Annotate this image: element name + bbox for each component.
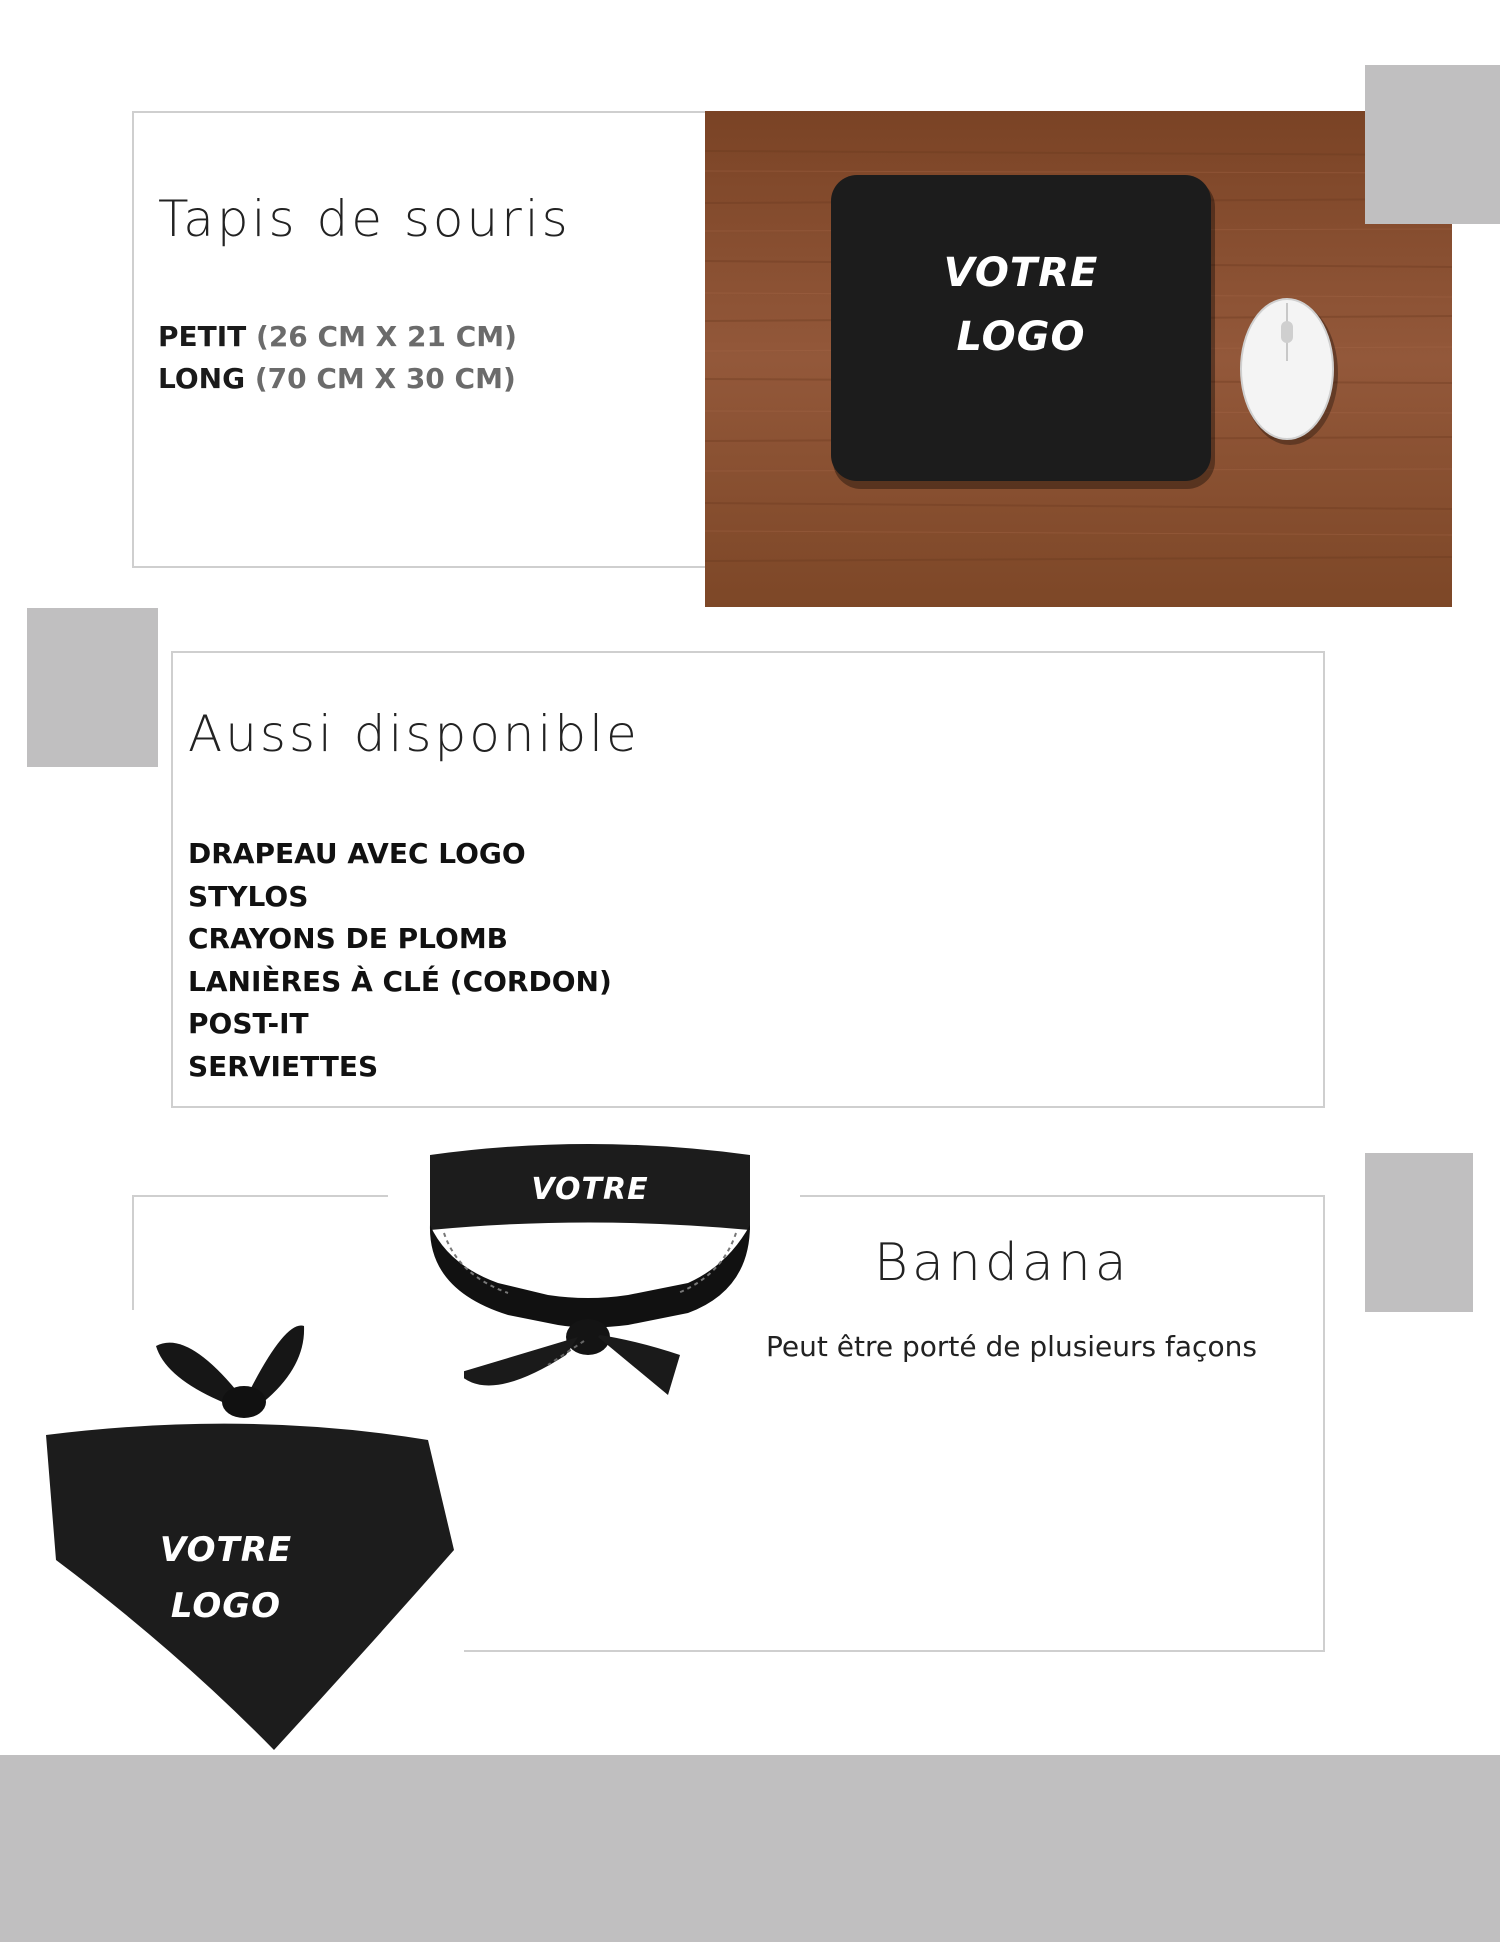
list-item: POST-IT: [188, 1007, 309, 1040]
size-small-dims: (26 CM X 21 CM): [256, 320, 517, 353]
list-item: STYLOS: [188, 879, 309, 913]
size-small-name: PETIT: [158, 320, 247, 353]
headband-logo-line1: VOTRE: [531, 1172, 649, 1207]
list-item: SERVIETTES: [188, 1049, 379, 1083]
mousepad-title: Tapis de souris: [158, 190, 571, 248]
bandana-logo-line2: LOGO: [170, 1586, 282, 1626]
mousepad-photo: [705, 111, 1452, 607]
mousepad-logo-line1: VOTRE: [943, 250, 1099, 296]
size-long-dims: (70 CM X 30 CM): [254, 362, 516, 395]
bandana-image: [36, 1310, 464, 1755]
list-item: CRAYONS DE PLOMB: [188, 922, 509, 955]
footer-band: [0, 1755, 1500, 1942]
mousepad-logo: [831, 241, 1211, 369]
size-long: [158, 358, 517, 400]
size-long-name: LONG: [158, 362, 246, 395]
available-list: [188, 833, 612, 1088]
headband-logo: [430, 1165, 750, 1265]
bandana-title: Bandana: [874, 1233, 1131, 1293]
decor-block-left: [27, 608, 158, 767]
bandana-logo: [96, 1522, 356, 1634]
available-title: Aussi disponible: [188, 705, 640, 763]
list-item: LANIÈRES À CLÉ (CORDON): [188, 964, 612, 998]
decor-block-bandana: [1365, 1153, 1473, 1312]
bandana-description: Peut être porté de plusieurs façons: [766, 1330, 1257, 1363]
list-item: DRAPEAU AVEC LOGO: [188, 837, 526, 870]
mousepad-logo-line2: LOGO: [956, 314, 1086, 360]
size-small: [158, 316, 517, 358]
headband-logo-line2: LOGO: [541, 1222, 639, 1257]
decor-block-top-right: [1365, 65, 1500, 224]
mousepad-sizes: [158, 316, 517, 400]
bandana-logo-line1: VOTRE: [159, 1530, 293, 1570]
